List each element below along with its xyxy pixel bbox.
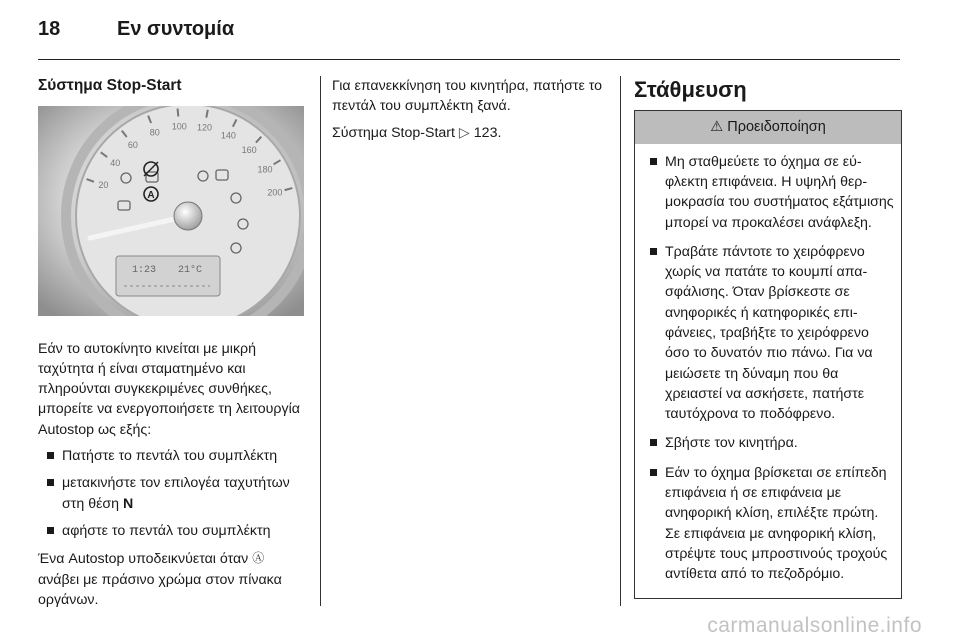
autostop-indication-paragraph — [38, 548, 306, 610]
svg-text:A: A — [147, 190, 155, 202]
warning-list — [641, 152, 897, 585]
reference-text: Σύστημα Stop-Start — [332, 124, 459, 141]
paragraph-text: ανάβει με πράσινο χρώμα στον πίνακα οργάνων. — [38, 571, 282, 608]
list-item-text: μετακινήστε τον επιλογέα ταχυτήτων στη θέση — [62, 475, 290, 512]
column-left — [38, 76, 306, 610]
chapter-title: Εν συντομία — [117, 18, 235, 40]
column-divider — [620, 76, 621, 606]
list-item — [38, 473, 306, 514]
list-item: Μη σταθμεύετε το όχημα σε εύφλεκτη επιφάνεια. Η υψηλή θερμοκρασία του συστήματος εξάτμισης μπορεί να προκαλέσει ανάφλεξη. — [641, 152, 897, 233]
section-heading-stop-start: Σύστημα Stop-Start — [38, 77, 182, 94]
column-middle — [332, 76, 606, 143]
warning-header — [635, 111, 901, 143]
paragraph-text: Ένα Autostop υποδεικνύεται όταν — [38, 551, 253, 568]
header-rule — [38, 59, 900, 60]
autostop-steps-list — [38, 446, 306, 541]
speed-tick-label: 120 — [196, 122, 213, 133]
column-divider — [320, 76, 321, 606]
trip-display — [116, 256, 220, 296]
intro-paragraph: Εάν το αυτοκίνητο κινείται με μικρή ταχύτητα ή είναι σταματημένο και πληρούνται συγκεκριμένες συνθήκες, μπορείτε να ενεργοποιήσετε τη λειτουργία Autostop ως εξής: — [38, 340, 300, 438]
speed-tick — [178, 109, 179, 117]
autostop-symbol-icon: Ⓐ — [252, 551, 265, 566]
page-reference-arrow-icon: ▷ — [458, 124, 470, 141]
warning-title: Προειδοποίηση — [727, 119, 826, 136]
list-item: αφήστε το πεντάλ του συμπλέκτη — [38, 521, 306, 541]
warning-body — [635, 144, 901, 598]
instrument-cluster-figure — [38, 106, 304, 316]
watermark: carmanualsonline.info — [707, 614, 922, 637]
warning-box — [634, 110, 902, 598]
warning-triangle-icon: ⚠ — [710, 119, 724, 136]
display-temperature: 21°C — [178, 265, 203, 277]
list-item: Εάν το όχημα βρίσκεται σε επίπεδη επιφάνεια ή σε επιφάνεια με ανηφορική κλίση, επιλέξτε πρώτη. Σε επιφάνεια με ανηφορική κλίση, στρέψτε τους μπροστινούς τροχούς αντίθετα από το πεζοδρόμιο. — [641, 463, 897, 585]
speed-tick-label: 60 — [127, 140, 138, 151]
needle-hub — [174, 202, 202, 230]
speed-tick-label: 140 — [220, 130, 236, 141]
list-item: Σβήστε τον κινητήρα. — [641, 433, 897, 453]
speed-tick-label: 160 — [241, 145, 257, 156]
speed-tick-label: 100 — [171, 121, 187, 132]
page-number: 18 — [38, 18, 61, 40]
speed-tick-label: 180 — [257, 164, 273, 175]
neutral-position-letter: N — [123, 495, 134, 512]
reference-page: 123. — [469, 124, 502, 141]
cross-reference — [332, 123, 606, 143]
speed-tick-label: 80 — [149, 127, 160, 138]
speed-tick-label: 40 — [110, 158, 121, 169]
restart-paragraph: Για επανεκκίνηση του κινητήρα, πατήστε το πεντάλ του συμπλέκτη ξανά. — [332, 78, 603, 115]
speed-tick-label: 20 — [98, 180, 109, 191]
section-heading-parking: Στάθμευση — [634, 77, 747, 102]
display-time: 1:23 — [132, 265, 157, 277]
list-item: Πατήστε το πεντάλ του συμπλέκτη — [38, 446, 306, 466]
column-right — [634, 76, 902, 599]
speed-tick-label: 200 — [267, 188, 283, 199]
list-item: Τραβάτε πάντοτε το χειρόφρενο χωρίς να πατάτε το κουμπί απασφάλισης. Όταν βρίσκεστε σε ανηφορικές ή κατηφορικές επιφάνειες, τραβήξτε το χειρόφρενο όσο το δυνατόν πιο πάνω. Για να μειώσετε τη δύναμη που θα χρειαστεί να ασκήσετε, πατήστε ταυτόχρονα το ποδόφρενο. — [641, 242, 897, 425]
